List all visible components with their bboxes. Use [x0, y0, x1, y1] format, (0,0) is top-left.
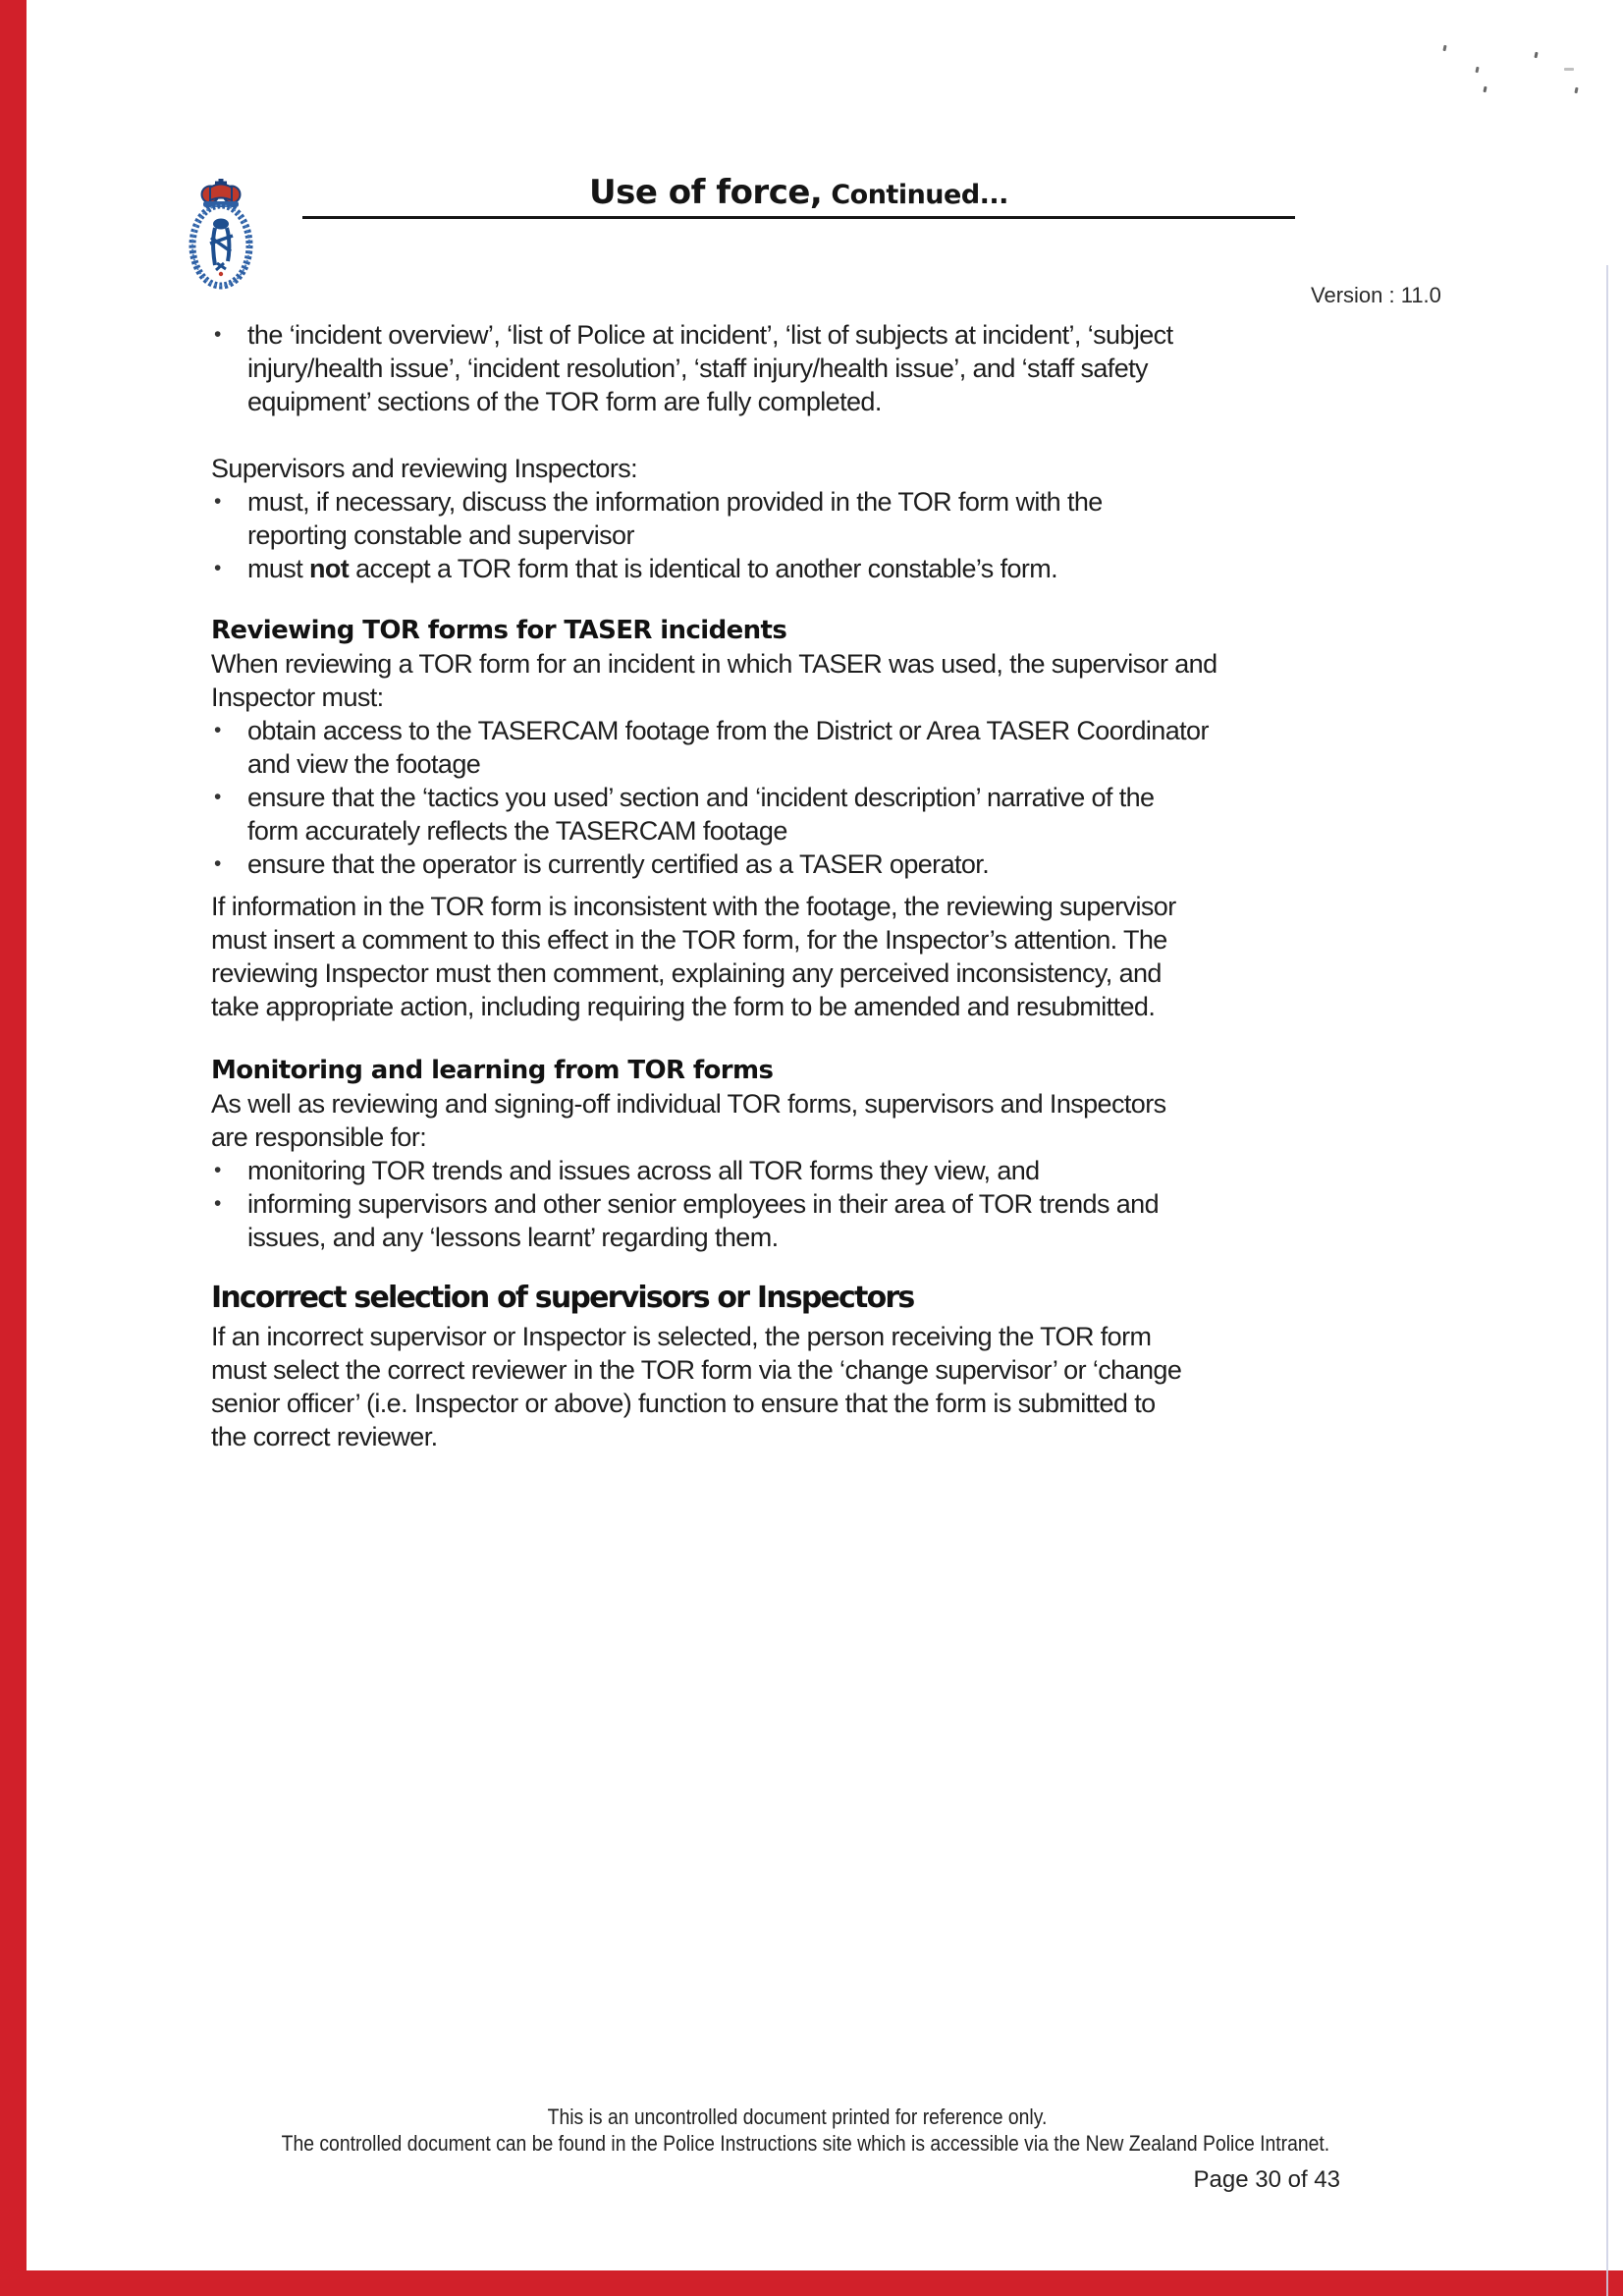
text-line: must insert a comment to this effect in the TOR form, for the Inspector’s attention. The: [211, 925, 1167, 955]
scan-speck: [1534, 52, 1538, 58]
title-divider: [302, 216, 1295, 219]
page-number: Page 30 of 43: [1193, 2166, 1340, 2193]
section-heading-large: [211, 1279, 1181, 1318]
bullet-item: [211, 485, 1103, 552]
text-line: must select the correct reviewer in the TOR form via the ‘change supervisor’ or ‘change: [211, 1355, 1182, 1385]
text-line: take appropriate action, including requiring the form to be amended and resubmitted.: [211, 992, 1156, 1021]
bullet-dot-icon: •: [214, 490, 221, 513]
text-line: If information in the TOR form is inconsistent with the footage, the reviewing supervisor: [211, 892, 1176, 921]
scan-speck: [1442, 45, 1446, 51]
footer: [281, 2104, 1330, 2157]
page-edge-stripe-left: [0, 0, 27, 2296]
footer-line-1: This is an uncontrolled document printed for reference only.: [547, 2105, 1048, 2129]
footer-line-2: The controlled document can be found in the Police Instructions site which is accessible via the New Zealand Police Intranet.: [281, 2131, 1330, 2156]
page-title: [302, 173, 1295, 212]
text-line: If an incorrect supervisor or Inspector is selected, the person receiving the TOR form: [211, 1322, 1152, 1351]
text-line: injury/health issue’, ‘incident resolution’, ‘staff injury/health issue’, and ‘staff safety: [247, 354, 1148, 383]
text-line: When reviewing a TOR form for an incident in which TASER was used, the supervisor and: [211, 649, 1217, 679]
text-line: obtain access to the TASERCAM footage from the District or Area TASER Coordinator: [247, 716, 1209, 745]
text-line: Supervisors and reviewing Inspectors:: [211, 454, 638, 483]
bullet-item: [211, 781, 1217, 847]
bullet-dot-icon: •: [214, 786, 221, 808]
bullet-dot-icon: •: [214, 557, 221, 579]
paragraph: [211, 1087, 1165, 1154]
bullet-dot-icon: •: [214, 719, 221, 741]
text-line: ensure that the ‘tactics you used’ section and ‘incident description’ narrative of the: [247, 783, 1155, 812]
scan-speck: [1475, 67, 1479, 73]
content-section: [211, 318, 1172, 418]
text-line: must, if necessary, discuss the information provided in the TOR form with the: [247, 487, 1103, 517]
text-line: equipment’ sections of the TOR form are fully completed.: [247, 387, 882, 416]
text-line: Inspector must:: [211, 683, 384, 712]
bullet-item: [211, 847, 1217, 881]
text-line: form accurately reflects the TASERCAM footage: [247, 816, 787, 846]
text-line: monitoring TOR trends and issues across all TOR forms they view, and: [247, 1156, 1040, 1185]
text-line: ensure that the operator is currently certified as a TASER operator.: [247, 849, 990, 879]
bullet-item: [211, 1187, 1165, 1254]
scan-speck: [1564, 68, 1574, 71]
text-line: the ‘incident overview’, ‘list of Police at incident’, ‘list of subjects at incident’, ‘subject: [247, 320, 1173, 350]
content-section: [211, 890, 1176, 1023]
paragraph: [211, 1320, 1181, 1453]
scan-speck: [1574, 87, 1578, 93]
text-line: senior officer’ (i.e. Inspector or above) function to ensure that the form is submitted to: [211, 1389, 1156, 1418]
content-section: [211, 1279, 1181, 1453]
text-line: are responsible for:: [211, 1122, 427, 1152]
bullet-dot-icon: •: [214, 852, 221, 875]
page-title-suffix: Continued...: [831, 180, 1008, 210]
text-line: and view the footage: [247, 749, 481, 779]
version-label: Version : 11.0: [1311, 283, 1441, 307]
bullet-dot-icon: •: [214, 323, 221, 346]
content-section: [211, 1054, 1165, 1254]
text-line: reviewing Inspector must then comment, explaining any perceived inconsistency, and: [211, 958, 1162, 988]
text-line: Monitoring and learning from TOR forms: [211, 1056, 774, 1085]
page-edge-stripe-bottom: [0, 2270, 1623, 2296]
bullet-item: [211, 318, 1172, 418]
text-line: Reviewing TOR forms for TASER incidents: [211, 616, 787, 645]
text-line: the correct reviewer.: [211, 1422, 438, 1451]
bullet-item: [211, 1154, 1165, 1187]
section-heading: [211, 614, 1217, 647]
paragraph: [211, 452, 1103, 485]
page-title-main: Use of force,: [589, 173, 823, 212]
scan-speck: [1483, 86, 1487, 92]
section-heading: [211, 1054, 1165, 1087]
content-section: [211, 452, 1103, 585]
text-line: reporting constable and supervisor: [247, 520, 634, 550]
bullet-dot-icon: •: [214, 1192, 221, 1215]
text-line: must not accept a TOR form that is identical to another constable’s form.: [247, 554, 1058, 583]
text-line: informing supervisors and other senior employees in their area of TOR trends and: [247, 1189, 1160, 1219]
bullet-item: [211, 714, 1217, 781]
content-section: [211, 614, 1217, 881]
text-line: issues, and any ‘lessons learnt’ regarding them.: [247, 1223, 779, 1252]
nz-police-crest-icon: [189, 178, 253, 290]
text-line: Incorrect selection of supervisors or Inspectors: [211, 1281, 914, 1315]
bullet-item: [211, 552, 1103, 585]
text-line: As well as reviewing and signing-off individual TOR forms, supervisors and Inspectors: [211, 1089, 1166, 1119]
bullet-dot-icon: •: [214, 1159, 221, 1181]
scan-artifact-line: [1606, 265, 1608, 2296]
paragraph: [211, 647, 1217, 714]
paragraph: [211, 890, 1176, 1023]
